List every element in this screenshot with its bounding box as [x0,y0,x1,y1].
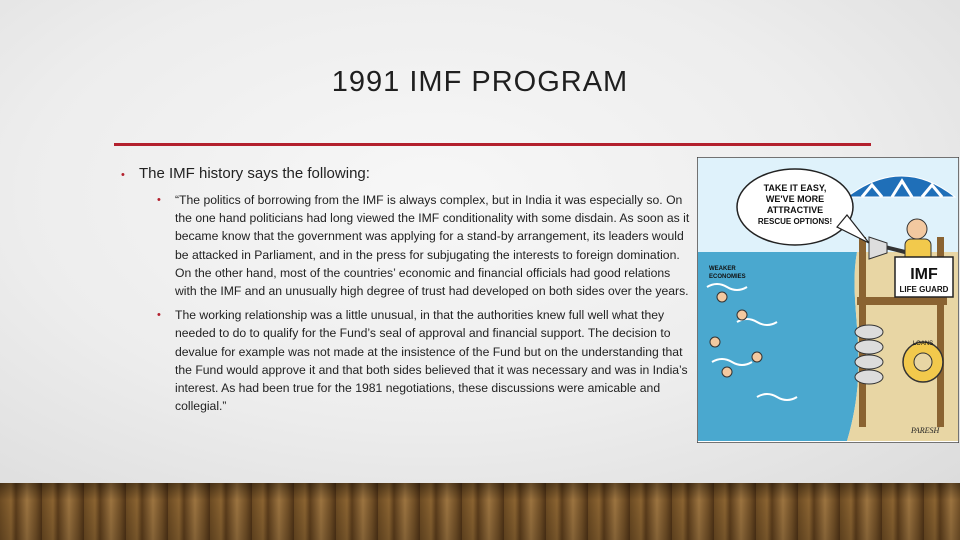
bullet-item [121,164,693,184]
bullet-list [121,164,693,421]
sub-bullet-item [157,191,693,300]
swimmers-label: ECONOMIES [709,274,746,280]
buoy-label: LOANS [912,341,934,347]
swimmer-icon [722,367,732,377]
life-buoy-hole [914,353,932,371]
slide-title: 1991 IMF PROGRAM [331,66,629,98]
sign-subtitle: LIFE GUARD [899,285,949,294]
speech-line: TAKE IT EASY, [763,183,827,193]
wood-floor [0,483,960,540]
sub-bullet-text: The working relationship was a little unusual, in that the authorities knew full well what they needed to do to qualify for the Fund’s seal of approval and financial support. The decision to devalue for example was not made at the insistence of the Fund but on the understanding that the Fund would approve it and that both sides believed that it was necessary and was in India’s interest. As had been true for the 1981 negotiations, these discussions were amicable and collegial.” [175,308,688,414]
tire [855,340,883,354]
lifeguard-head [907,219,927,239]
bullet-text: The IMF history says the following: [139,165,370,182]
sub-bullet-item [157,306,693,415]
imf-lifeguard-cartoon [697,157,959,443]
title-divider [114,143,871,146]
sea [698,252,859,441]
bullet-icon: • [121,169,125,181]
tire [855,370,883,384]
artist-signature: PARESH [911,426,940,435]
speech-line: WE'VE MORE [765,194,825,204]
swimmer-icon [717,292,727,302]
swimmer-icon [752,352,762,362]
sign-title: IMF [910,266,938,283]
swimmer-icon [737,310,747,320]
swimmer-icon [710,337,720,347]
swimmers-label: WEAKER [709,266,736,272]
speech-line: ATTRACTIVE [766,205,824,215]
tire [855,355,883,369]
speech-line: RESCUE OPTIONS! [757,217,833,226]
tower-platform [857,297,947,305]
sub-bullet-text: “The politics of borrowing from the IMF is always complex, but in India it was especially so. On the one hand politicians had long viewed the IMF conditionality with some disdain. As soon as it became know that the government was applying for a stand-by arrangement, its leaders would be attacked in Parliament, and in the press for subjugating the interests to foreign domination. On the other hand, most of the countries’ economic and financial officials had good relations with the IMF and an unusually high degree of trust had developed on both sides over the years. [175,193,690,299]
tire [855,325,883,339]
bullet-icon: • [157,194,161,206]
bullet-icon: • [157,309,161,322]
